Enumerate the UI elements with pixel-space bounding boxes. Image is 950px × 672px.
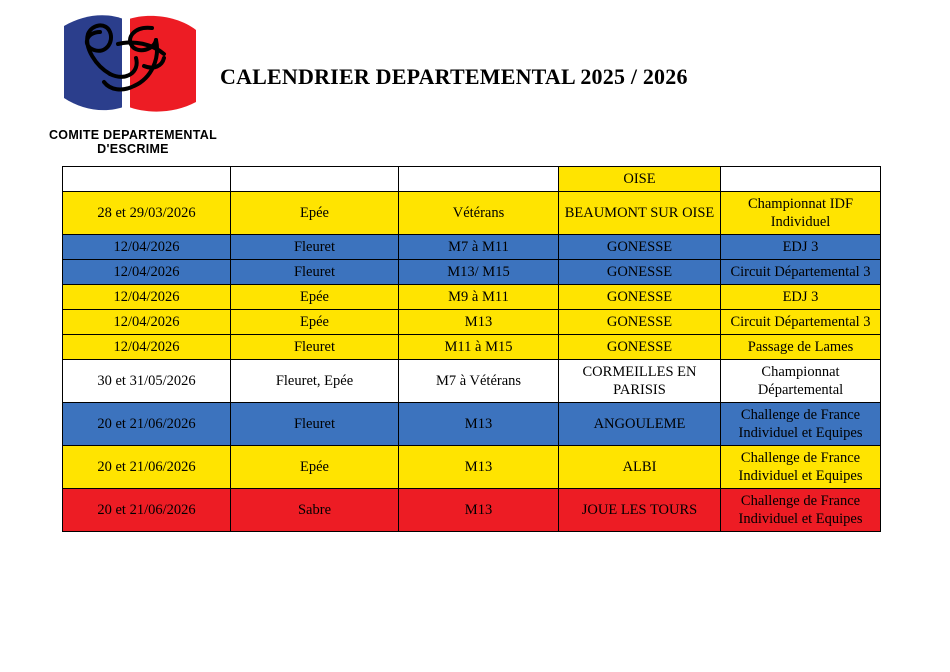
table-cell: M13 [399,446,559,489]
table-row [63,360,881,403]
table-header-row [63,167,881,192]
table-cell [399,167,559,192]
table-cell: 20 et 21/06/2026 [63,403,231,446]
table-cell: Sabre [231,489,399,532]
page-title: CALENDRIER DEPARTEMENTAL 2025 / 2026 [220,64,688,89]
table-cell: M7 à M11 [399,235,559,260]
calendar-table-body [63,167,881,532]
logo-block [48,10,218,155]
table-row [63,192,881,235]
table-cell: 12/04/2026 [63,310,231,335]
table-row [63,260,881,285]
table-cell: ANGOULEME [559,403,721,446]
logo-caption-line1: COMITE DEPARTEMENTAL [48,128,218,142]
table-cell: M9 à M11 [399,285,559,310]
table-cell: M13 [399,310,559,335]
table-cell: 12/04/2026 [63,335,231,360]
table-cell: Vétérans [399,192,559,235]
table-row [63,235,881,260]
table-row [63,285,881,310]
table-cell: Fleuret, Epée [231,360,399,403]
table-cell: Fleuret [231,235,399,260]
table-cell: 28 et 29/03/2026 [63,192,231,235]
calendar-table-wrap [62,166,880,532]
table-cell: Circuit Départemental 3 [721,260,881,285]
table-row [63,489,881,532]
table-cell: Championnat IDF Individuel [721,192,881,235]
table-cell: GONESSE [559,235,721,260]
table-cell: Epée [231,285,399,310]
table-cell: 30 et 31/05/2026 [63,360,231,403]
table-cell: M13 [399,403,559,446]
table-cell: EDJ 3 [721,285,881,310]
table-cell: EDJ 3 [721,235,881,260]
table-cell: Passage de Lames [721,335,881,360]
calendar-table [62,166,881,532]
table-cell: M7 à Vétérans [399,360,559,403]
table-cell: Fleuret [231,260,399,285]
table-cell: Epée [231,310,399,335]
table-cell: 12/04/2026 [63,285,231,310]
table-cell: 12/04/2026 [63,260,231,285]
table-cell: Epée [231,446,399,489]
table-cell [231,167,399,192]
table-cell: ALBI [559,446,721,489]
table-cell: JOUE LES TOURS [559,489,721,532]
table-cell: M11 à M15 [399,335,559,360]
table-cell [63,167,231,192]
table-cell: M13/ M15 [399,260,559,285]
table-cell: Challenge de France Individuel et Equipes [721,446,881,489]
table-row [63,310,881,335]
table-cell: Circuit Départemental 3 [721,310,881,335]
table-cell: 12/04/2026 [63,235,231,260]
table-cell: BEAUMONT SUR OISE [559,192,721,235]
document-header [0,0,950,160]
table-cell [721,167,881,192]
table-cell: 20 et 21/06/2026 [63,489,231,532]
table-cell: GONESSE [559,310,721,335]
table-cell: GONESSE [559,335,721,360]
table-cell: 20 et 21/06/2026 [63,446,231,489]
table-cell: Challenge de France Individuel et Equipes [721,489,881,532]
table-cell: Fleuret [231,403,399,446]
table-cell: Championnat Départemental [721,360,881,403]
table-cell: Challenge de France Individuel et Equipes [721,403,881,446]
table-cell: GONESSE [559,285,721,310]
table-row [63,335,881,360]
table-cell: Fleuret [231,335,399,360]
table-row [63,446,881,489]
table-cell: CORMEILLES EN PARISIS [559,360,721,403]
logo-caption [48,128,218,156]
table-cell: M13 [399,489,559,532]
table-cell: OISE [559,167,721,192]
table-cell: Epée [231,192,399,235]
table-cell: GONESSE [559,260,721,285]
table-row [63,403,881,446]
logo-caption-line2: D'ESCRIME [97,142,169,156]
fencing-committee-logo [56,10,206,120]
